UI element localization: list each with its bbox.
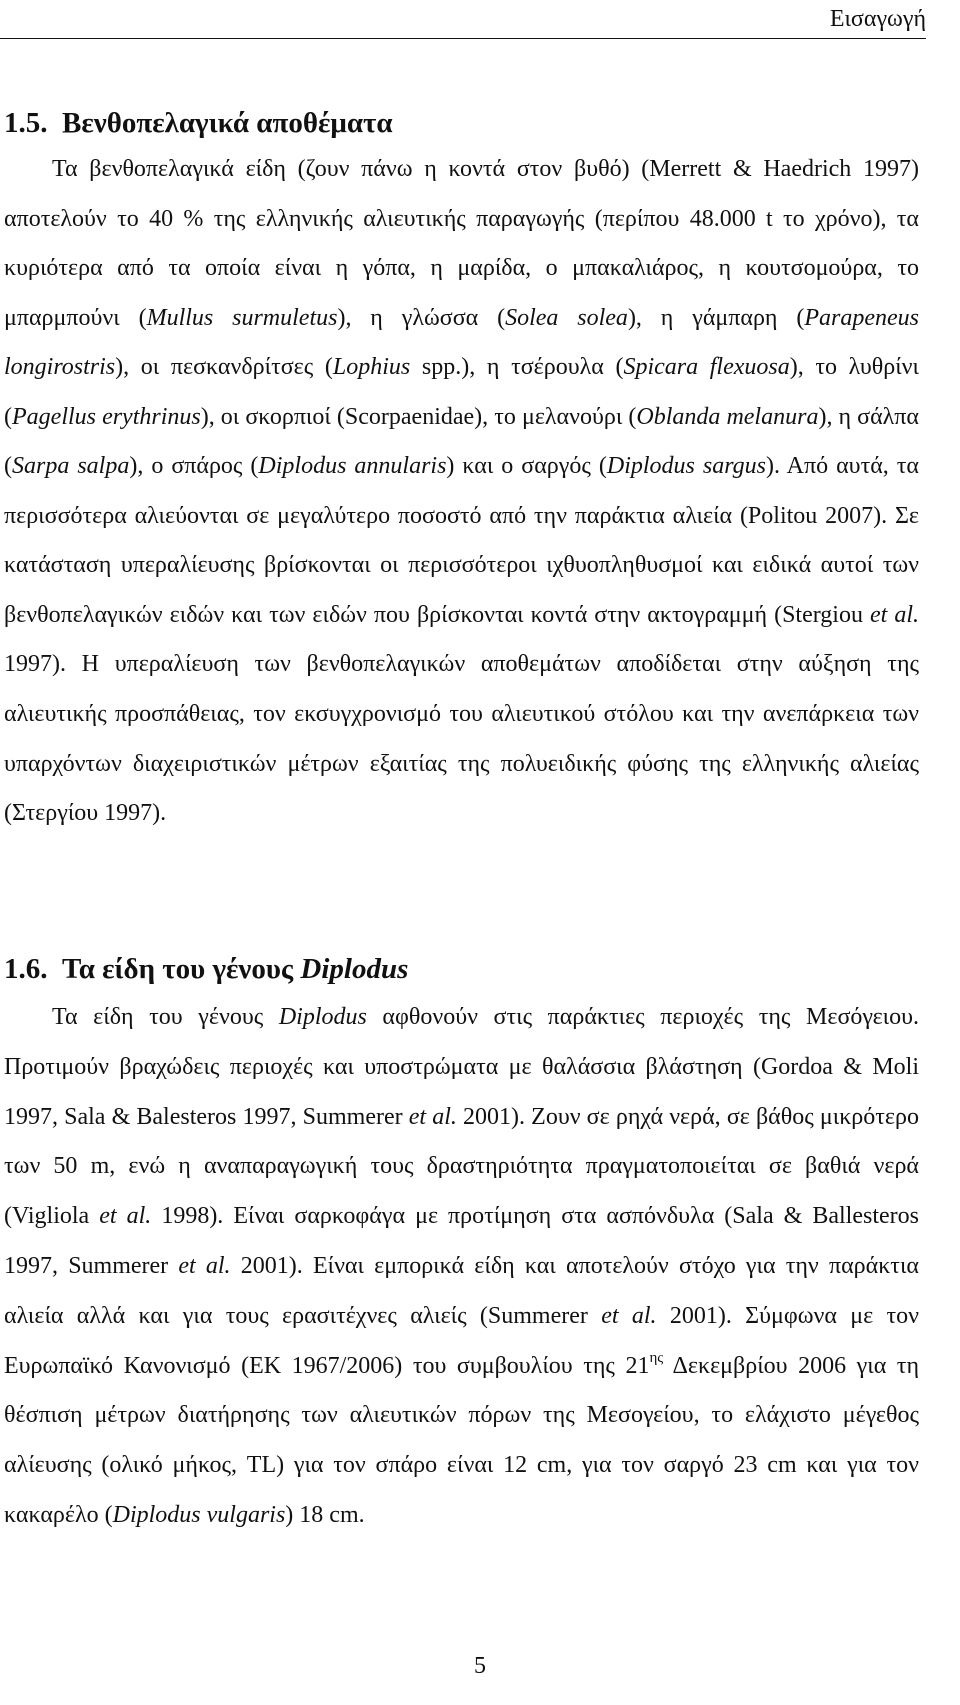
italic-run: Oblanda melanura: [636, 403, 819, 430]
text-run: ), ο σπάρος (: [129, 453, 259, 480]
italic-run: et al.: [99, 1203, 152, 1230]
section-heading-1-5: [4, 103, 393, 143]
page-number: 5: [474, 1653, 486, 1679]
italic-run: Sarpa salpa: [12, 453, 130, 480]
text-run: 2001). Ζουν σε ρηχά νερά, σε βάθος μικρότερο των 50 m, ενώ η αναπαραγωγική τους δραστηριότητα πραγματοποιείται σε βαθιά νερά (Vigliola: [4, 1103, 919, 1230]
section-heading-1-6: [4, 949, 408, 989]
section-number: 1.6.: [4, 953, 48, 985]
text-run: 2001). Είναι εμπορικά είδη και αποτελούν στόχο για την παράκτια αλιεία αλλά και για τους ερασιτέχνες αλιείς (Summerer: [4, 1252, 919, 1329]
italic-run: Spicara flexuosa: [623, 354, 790, 381]
section-number: 1.5.: [4, 107, 48, 139]
italic-run: Diplodus vulgaris: [112, 1501, 286, 1528]
italic-run: Mullus surmuletus: [146, 304, 338, 331]
header-rule: [0, 38, 926, 39]
text-run: ) 18 cm.: [285, 1501, 365, 1528]
text-run: ), το λυθρίνι (: [4, 354, 919, 430]
text-run: Τα είδη του γένους: [52, 1004, 279, 1030]
italic-run: Diplodus annularis: [258, 453, 447, 480]
text-run: ), η γλώσσα (: [337, 304, 506, 331]
text-run: ), η σάλπα (: [4, 403, 919, 480]
text-run: Δεκεμβρίου 2006 για τη θέσπιση μέτρων διατήρησης των αλιευτικών πόρων της Μεσογείου, το ελάχιστο μέγεθος αλίευσης (ολικό μήκος, TL) για τον σπάρο είναι 12 cm, για τον σαργό 23 cm και για τον κακαρέλο (: [4, 1352, 920, 1528]
text-run: ), η γάμπαρη (: [627, 304, 805, 331]
text-run: 2001). Σύμφωνα με τον Ευρωπαϊκό Κανονισμό (ΕΚ 1967/2006) του συμβουλίου της 21: [4, 1302, 919, 1379]
italic-run: Lophius: [332, 354, 411, 381]
italic-run: et al.: [869, 601, 919, 628]
text-run: Τα βενθοπελαγικά είδη (ζουν πάνω η κοντά στον βυθό) (Merrett & Haedrich 1997) αποτελούν το 40 % της ελληνικής αλιευτικής παραγωγής (περίπου 48.000 t το χρόνο), τα κυριότερα από τα οποία είναι η γόπα, η μαρίδα, ο μπακαλιάρος, η κουτσομούρα, το μπαρμπούνι (: [4, 156, 919, 331]
italic-run: et al.: [601, 1302, 657, 1329]
text-run: ), οι πεσκανδρίτσες (: [115, 354, 333, 381]
text-run: ) και ο σαργός (: [446, 453, 607, 480]
section-1-6-paragraph: [4, 993, 919, 1541]
text-run: ). Από αυτά, τα περισσότερα αλιεύονται σε μεγαλύτερο ποσοστό από την παράκτια αλιεία (Politou 2007). Σε κατάσταση υπεραλίευσης βρίσκονται οι περισσότεροι ιχθυοπληθυσμοί και ειδικά αυτοί των βενθοπελαγικών ειδών και των ειδών που βρίσκονται κοντά στην ακτογραμμή (Stergiou: [4, 453, 919, 628]
superscript-run: ης: [649, 1349, 664, 1366]
text-run: ), οι σκορπιοί (Scorpaenidae), το μελανούρι (: [200, 403, 637, 430]
italic-run: et al.: [178, 1252, 231, 1279]
italic-run: Solea solea: [505, 304, 628, 331]
running-header: Εισαγωγή: [829, 6, 926, 32]
section-title: Τα είδη του γένους: [62, 953, 301, 985]
section-1-5-paragraph: [4, 145, 919, 839]
text-run: spp.), η τσέρουλα (: [410, 354, 624, 381]
text-run: 1998). Είναι σαρκοφάγα με προτίμηση στα ασπόνδυλα (Sala & Ballesteros 1997, Summerer: [4, 1203, 919, 1279]
italic-run: et al.: [408, 1103, 457, 1130]
section-title: Βενθοπελαγικά αποθέματα: [62, 107, 393, 139]
text-run: αφθονούν στις παράκτιες περιοχές της Μεσόγειου. Προτιμούν βραχώδεις περιοχές και υποστρώματα με θαλάσσια βλάστηση (Gordoa & Moli 1997, Sala & Balesteros 1997, Summerer: [4, 1004, 919, 1130]
italic-run: Diplodus sargus: [606, 453, 767, 480]
italic-run: Pagellus erythrinus: [12, 403, 201, 430]
text-run: 1997). Η υπεραλίευση των βενθοπελαγικών αποθεμάτων αποδίδεται στην αύξηση της αλιευτικής προσπάθειας, τον εκσυγχρονισμό του αλιευτικού στόλου και την ανεπάρκεια των υπαρχόντων διαχειριστικών μέτρων εξαιτίας της πολυειδικής φύσης της ελληνικής αλιείας (Στεργίου 1997).: [4, 651, 919, 827]
italic-run: Parapeneus longirostris: [4, 304, 919, 381]
italic-run: Diplodus: [278, 1004, 367, 1030]
section-title-italic: Diplodus: [300, 953, 409, 985]
